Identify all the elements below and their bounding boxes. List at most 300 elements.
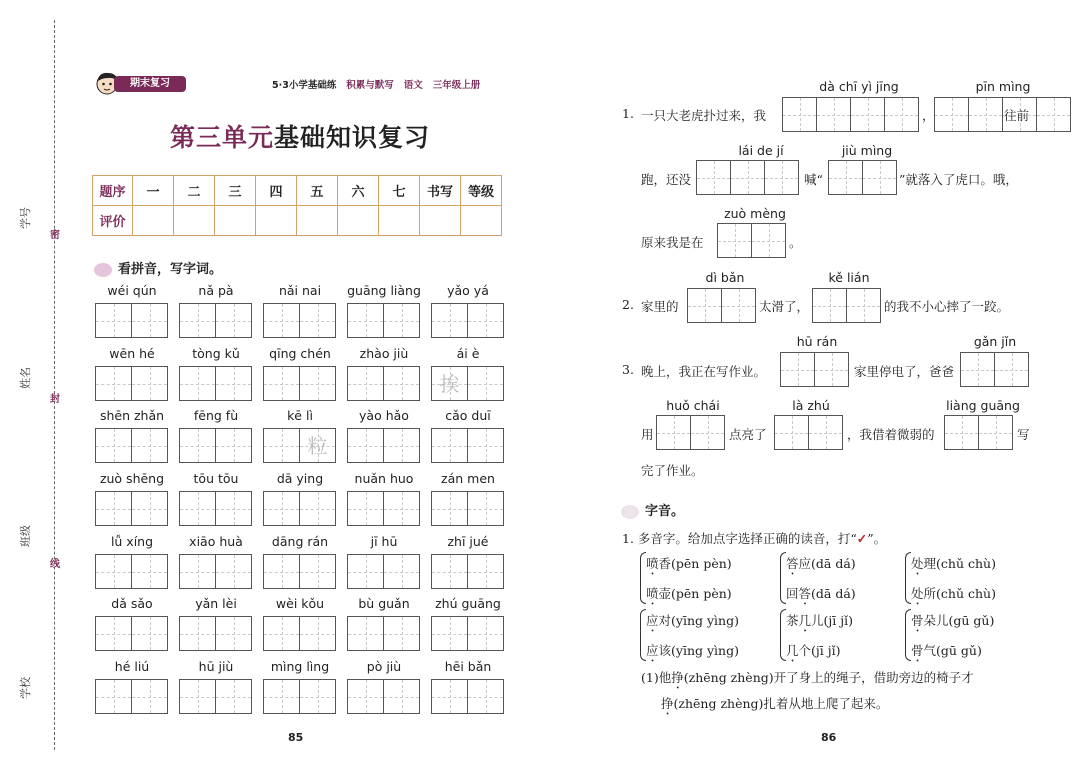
q1-box-c[interactable]: [696, 160, 799, 195]
q3-text-f: 写: [1017, 427, 1030, 442]
polyphone-dotted-char: 处: [911, 586, 924, 601]
q3-text-b: 家里停电了，爸爸: [854, 364, 955, 379]
char-box-pair: [263, 428, 336, 463]
q1-pinyin-c: lái de jí: [738, 143, 784, 158]
char-box[interactable]: [299, 616, 336, 651]
char-box[interactable]: [780, 352, 815, 387]
pinyin-label: zhú guāng: [435, 596, 501, 611]
char-box[interactable]: [828, 160, 863, 195]
polyphone-prefix: 茶: [786, 613, 799, 628]
char-box[interactable]: [215, 554, 252, 589]
poly-sentence-a-dot: 挣: [671, 670, 684, 685]
q1-number: 1.: [622, 106, 634, 121]
q1-box-d[interactable]: [828, 160, 897, 195]
char-box[interactable]: [850, 97, 885, 132]
char-box-pair: [95, 679, 168, 714]
char-box-pair: [179, 303, 252, 338]
section-heading-pronunciation: [621, 500, 684, 519]
char-box[interactable]: [960, 352, 995, 387]
pinyin-label: fēng fù: [193, 408, 239, 423]
char-box[interactable]: [263, 366, 300, 401]
right-page: [545, 0, 1080, 764]
polyphone-dotted-char: 答: [798, 586, 812, 601]
polyphone-item[interactable]: [646, 554, 732, 578]
badge-label: 期末复习: [114, 76, 186, 92]
char-box[interactable]: [95, 554, 132, 589]
char-box[interactable]: [263, 491, 300, 526]
char-box[interactable]: [467, 491, 504, 526]
q1-pinyin-f: zuò mèng: [724, 206, 786, 221]
pinyin-label: nuǎn huo: [354, 471, 414, 486]
poly-instruction-a: 1. 多音字。给加点字选择正确的读音，打“: [622, 531, 857, 546]
review-badge: [94, 70, 188, 96]
score-header-cell: 三: [215, 176, 256, 206]
pinyin-label: xiāo huà: [189, 534, 243, 549]
char-box[interactable]: [383, 428, 420, 463]
char-box-pair: [431, 428, 504, 463]
char-box[interactable]: [179, 428, 216, 463]
poly-instruction: [622, 529, 886, 547]
class-label: 班级: [19, 525, 32, 547]
pinyin-label: shēn zhǎn: [99, 408, 165, 423]
char-box-pair: [95, 366, 168, 401]
score-header-cell: 四: [256, 176, 297, 206]
eval-cell[interactable]: [420, 206, 461, 236]
q3-text-a: 晚上，我正在写作业。: [641, 364, 767, 379]
q3-box-d[interactable]: [774, 415, 843, 450]
char-box[interactable]: [431, 616, 468, 651]
pinyin-label: wēn hé: [109, 346, 155, 361]
char-box[interactable]: [263, 616, 300, 651]
char-box[interactable]: [774, 415, 809, 450]
char-box[interactable]: [431, 554, 468, 589]
q3-pinyin-d: là zhú: [792, 398, 830, 413]
pinyin-label: ái è: [456, 346, 480, 361]
char-box[interactable]: [814, 352, 849, 387]
pinyin-label: hēi bǎn: [444, 659, 492, 674]
q3-box-a[interactable]: [780, 352, 849, 387]
pinyin-label: yǎo yá: [447, 283, 489, 298]
char-box[interactable]: [131, 554, 168, 589]
eval-cell[interactable]: [297, 206, 338, 236]
seal-word-mi: 密: [50, 230, 60, 241]
char-box[interactable]: [467, 554, 504, 589]
q2-text-a: 家里的: [641, 299, 679, 314]
char-box[interactable]: [299, 303, 336, 338]
pinyin-label: cǎo duī: [445, 408, 491, 423]
q1-pinyin-a: dà chī yì jīng: [819, 79, 899, 94]
score-header-cell: 七: [379, 176, 420, 206]
char-box-pair: [431, 554, 504, 589]
char-box[interactable]: [95, 366, 132, 401]
char-box[interactable]: [131, 366, 168, 401]
char-box[interactable]: [730, 160, 765, 195]
char-box[interactable]: [131, 616, 168, 651]
char-box-pair: [179, 366, 252, 401]
series-subject: 语文: [403, 80, 423, 91]
char-box-pair: [347, 679, 420, 714]
q1-box-a[interactable]: [782, 97, 919, 132]
q1-comma: ，: [922, 108, 935, 123]
q3-number: 3.: [622, 362, 634, 377]
polyphone-prefix: 回: [786, 586, 799, 601]
char-box[interactable]: [95, 679, 132, 714]
polyphone-options: 该(yīng yìng): [658, 643, 739, 658]
char-box-pair: [347, 491, 420, 526]
polyphone-dotted-char: 骨: [911, 643, 924, 658]
char-box[interactable]: [467, 428, 504, 463]
char-box[interactable]: [95, 303, 132, 338]
char-box-pair: [347, 428, 420, 463]
unit-title-part1: 第三单元: [170, 123, 275, 152]
q1-box-f[interactable]: [717, 223, 786, 258]
section-heading-pinyin: [94, 258, 222, 277]
polyphone-item[interactable]: [786, 641, 841, 665]
char-box[interactable]: [782, 97, 817, 132]
polyphone-options: 应(dā dá): [798, 556, 856, 571]
char-box[interactable]: [347, 554, 384, 589]
q3-pinyin-c: huǒ chái: [666, 398, 720, 413]
char-box[interactable]: [1036, 97, 1071, 132]
eval-cell[interactable]: [256, 206, 297, 236]
char-box[interactable]: [299, 428, 336, 463]
polyphone-item[interactable]: [911, 584, 996, 608]
q1-text-g: 。: [789, 235, 802, 250]
binding-dashed-line: [54, 20, 55, 750]
char-box[interactable]: [179, 679, 216, 714]
char-box[interactable]: [812, 288, 847, 323]
char-box[interactable]: [994, 352, 1029, 387]
char-box[interactable]: [263, 679, 300, 714]
unit-title: [170, 118, 430, 154]
char-box[interactable]: [978, 415, 1013, 450]
char-box-pair: [179, 554, 252, 589]
char-box-pair: [431, 491, 504, 526]
section-bullet-icon: [94, 263, 112, 277]
unit-title-part2: 基础知识复习: [274, 123, 431, 152]
char-box-pair: [95, 554, 168, 589]
pinyin-label: kē lì: [287, 408, 313, 423]
char-box[interactable]: [179, 491, 216, 526]
q3-box-c[interactable]: [656, 415, 725, 450]
char-box[interactable]: [431, 491, 468, 526]
polyphone-item[interactable]: [786, 554, 856, 578]
char-box[interactable]: [299, 554, 336, 589]
pinyin-label: zán men: [441, 471, 495, 486]
q1-text-f: 原来我是在: [641, 235, 704, 250]
polyphone-options: 所(chǔ chù): [923, 586, 996, 601]
char-box[interactable]: [751, 223, 786, 258]
char-box-pair: [179, 616, 252, 651]
score-table-header-row: [93, 176, 502, 206]
char-box-pair: [263, 554, 336, 589]
eval-cell[interactable]: [215, 206, 256, 236]
section-heading-text: 看拼音，写字词。: [118, 262, 223, 277]
polyphone-options: 对(yīng yìng): [658, 613, 739, 628]
polyphone-dotted-char: 几: [786, 643, 799, 658]
pinyin-label: jī hū: [370, 534, 398, 549]
score-header-cell: 等级: [461, 176, 502, 206]
char-box[interactable]: [215, 303, 252, 338]
q3-text-e: ，我借着微弱的: [847, 427, 935, 442]
seal-word-xian: 线: [50, 559, 60, 570]
pinyin-label: lǚ xíng: [110, 534, 154, 549]
q3-text-d: 点亮了: [729, 427, 767, 442]
school-label: 学校: [19, 677, 32, 699]
polyphone-dotted-char: 几: [798, 613, 812, 628]
char-box[interactable]: [656, 415, 691, 450]
q2-text-c: 的我不小心摔了一跤。: [884, 299, 1010, 314]
eval-cell[interactable]: [174, 206, 215, 236]
char-box-pair: [263, 303, 336, 338]
char-box[interactable]: [431, 428, 468, 463]
char-box[interactable]: [347, 366, 384, 401]
char-box-pair: [347, 366, 420, 401]
q1-pinyin-b: pīn mìng: [975, 79, 1031, 94]
q2-box-a[interactable]: [687, 288, 756, 323]
char-box[interactable]: [215, 366, 252, 401]
char-box-pair: [263, 366, 336, 401]
char-box[interactable]: [179, 366, 216, 401]
q2-text-b: 太滑了，: [759, 299, 810, 314]
polyphone-dotted-char: 应: [646, 613, 659, 628]
q3-pinyin-b: gǎn jǐn: [973, 334, 1017, 349]
char-box[interactable]: [131, 303, 168, 338]
char-box[interactable]: [721, 288, 756, 323]
char-box[interactable]: [383, 616, 420, 651]
q2-box-b[interactable]: [812, 288, 881, 323]
score-header-cell: 六: [338, 176, 379, 206]
polyphone-dotted-char: 喷: [646, 556, 659, 571]
char-box[interactable]: [131, 491, 168, 526]
q1-text-c: 跑，还没: [641, 172, 692, 187]
poly-sentence-a-pre: (1)他: [641, 670, 672, 685]
char-box[interactable]: [299, 366, 336, 401]
pinyin-label: tōu tōu: [193, 471, 239, 486]
polyphone-item[interactable]: [646, 584, 732, 608]
pinyin-label: wéi qún: [107, 283, 157, 298]
section-heading-text: 字音。: [645, 504, 685, 519]
char-box-pair: [347, 303, 420, 338]
char-box[interactable]: [687, 288, 722, 323]
char-box[interactable]: [299, 679, 336, 714]
polyphone-dotted-char: 骨: [911, 613, 924, 628]
eval-cell[interactable]: [338, 206, 379, 236]
q3-text-c: 用: [641, 427, 654, 442]
char-box[interactable]: [383, 366, 420, 401]
pinyin-label: bù guǎn: [358, 596, 410, 611]
char-box-pair: [263, 491, 336, 526]
q1-box-b[interactable]: [934, 97, 1071, 132]
char-box[interactable]: [215, 428, 252, 463]
char-box[interactable]: [846, 288, 881, 323]
pinyin-label: dāng rán: [271, 534, 329, 549]
trace-character: 挨: [439, 372, 460, 396]
char-box[interactable]: [383, 303, 420, 338]
page-number-left: 85: [288, 731, 304, 744]
char-box[interactable]: [764, 160, 799, 195]
char-box-pair: [179, 491, 252, 526]
pinyin-label: wèi kǒu: [275, 596, 325, 611]
polyphone-options: 朵儿(gū gǔ): [923, 613, 995, 628]
char-box[interactable]: [263, 303, 300, 338]
pinyin-label: pò jiù: [366, 659, 402, 674]
char-box-pair: [95, 491, 168, 526]
q3-box-b[interactable]: [960, 352, 1029, 387]
char-box[interactable]: [717, 223, 752, 258]
char-box[interactable]: [263, 428, 300, 463]
poly-instruction-b: ”。: [867, 531, 887, 546]
char-box[interactable]: [431, 303, 468, 338]
char-box[interactable]: [263, 554, 300, 589]
polyphone-options: 香(pēn pèn): [658, 556, 732, 571]
char-box[interactable]: [467, 303, 504, 338]
polyphone-item[interactable]: [786, 611, 853, 635]
polyphone-item[interactable]: [786, 584, 856, 608]
char-box-pair: [431, 679, 504, 714]
char-box[interactable]: [431, 366, 468, 401]
poly-sentence-a-post[interactable]: (zhēng zhèng)开了身上的绳子，借助旁边的椅子才: [683, 670, 974, 685]
series-header: [272, 77, 480, 91]
polyphone-options: 壶(pēn pèn): [658, 586, 732, 601]
char-box-pair: [179, 428, 252, 463]
char-box-pair: [95, 303, 168, 338]
pinyin-label: dǎ sǎo: [111, 596, 153, 611]
checkmark-icon: ✓: [856, 531, 868, 546]
char-box[interactable]: [383, 491, 420, 526]
seal-word-feng: 封: [50, 394, 60, 405]
char-box[interactable]: [944, 415, 979, 450]
score-table: [92, 175, 502, 236]
polyphone-options: 个(jī jǐ): [798, 643, 841, 658]
polyphone-item[interactable]: [911, 611, 994, 635]
char-box[interactable]: [467, 366, 504, 401]
q2-number: 2.: [622, 297, 634, 312]
char-box-pair: [263, 616, 336, 651]
char-box-pair: [179, 679, 252, 714]
eval-cell[interactable]: [379, 206, 420, 236]
char-box-pair: [95, 616, 168, 651]
char-box[interactable]: [179, 616, 216, 651]
char-box[interactable]: [934, 97, 969, 132]
pinyin-label: zhào jiù: [359, 346, 409, 361]
pinyin-label: dā ying: [276, 471, 324, 486]
char-box[interactable]: [347, 679, 384, 714]
polyphone-item[interactable]: [911, 554, 996, 578]
q3-pinyin-a: hū rán: [796, 334, 838, 349]
char-box[interactable]: [131, 428, 168, 463]
char-box[interactable]: [383, 679, 420, 714]
char-box[interactable]: [431, 679, 468, 714]
char-box-pair: [431, 616, 504, 651]
pinyin-label: hū jiù: [198, 659, 234, 674]
q1-text-e: ”就落入了虎口。哦，: [899, 172, 1018, 187]
q1-pinyin-d: jiù mìng: [841, 143, 893, 158]
char-box[interactable]: [131, 679, 168, 714]
score-header-cell: 二: [174, 176, 215, 206]
q3-box-e[interactable]: [944, 415, 1013, 450]
char-box[interactable]: [467, 616, 504, 651]
char-box[interactable]: [215, 491, 252, 526]
eval-cell[interactable]: [461, 206, 502, 236]
char-box-pair: [263, 679, 336, 714]
char-box[interactable]: [95, 491, 132, 526]
poly-sentence-b: [661, 694, 888, 718]
char-box-pair: [95, 428, 168, 463]
pinyin-label: nǎi nai: [278, 283, 322, 298]
char-box[interactable]: [347, 491, 384, 526]
char-box-pair: [347, 616, 420, 651]
pinyin-label: nǎ pà: [198, 283, 234, 298]
char-box[interactable]: [347, 616, 384, 651]
pinyin-label: tòng kǔ: [192, 346, 240, 361]
pinyin-label: qīng chén: [269, 346, 331, 361]
polyphone-dotted-char: 答: [786, 556, 799, 571]
char-box[interactable]: [467, 679, 504, 714]
series-grade: 三年级上册: [432, 80, 481, 91]
q3-pinyin-e: liàng guāng: [946, 398, 1020, 413]
char-box[interactable]: [690, 415, 725, 450]
char-box[interactable]: [862, 160, 897, 195]
section-bullet-icon: [621, 505, 639, 519]
char-box[interactable]: [179, 303, 216, 338]
pinyin-label: yào hǎo: [359, 408, 409, 423]
polyphone-item[interactable]: [646, 641, 739, 665]
char-box[interactable]: [347, 428, 384, 463]
polyphone-dotted-char: 处: [911, 556, 924, 571]
char-box[interactable]: [808, 415, 843, 450]
q1-text-a: 一只大老虎扑过来，我: [641, 108, 767, 123]
q2-pinyin-b: kě lián: [828, 270, 870, 285]
char-box[interactable]: [968, 97, 1003, 132]
polyphone-options: 理(chǔ chù): [923, 556, 996, 571]
char-box[interactable]: [179, 554, 216, 589]
polyphone-item[interactable]: [911, 641, 982, 665]
pinyin-label: mìng lìng: [270, 659, 330, 674]
series-code: 5·3小学基础练: [272, 80, 337, 91]
polyphone-options: 气(gū gǔ): [923, 643, 982, 658]
q2-pinyin-a: dì bǎn: [705, 270, 745, 285]
char-box[interactable]: [816, 97, 851, 132]
poly-sentence-b-post[interactable]: (zhēng zhèng)扎着从地上爬了起来。: [673, 696, 889, 711]
char-box[interactable]: [347, 303, 384, 338]
char-box[interactable]: [696, 160, 731, 195]
char-box[interactable]: [884, 97, 919, 132]
score-table-eval-row: [93, 206, 502, 236]
char-box[interactable]: [215, 679, 252, 714]
q1-text-b: 往前: [1004, 108, 1030, 123]
polyphone-item[interactable]: [646, 611, 739, 635]
char-box[interactable]: [95, 616, 132, 651]
score-header-cell: 题序: [93, 176, 133, 206]
polyphone-options: (dā dá): [811, 586, 856, 601]
char-box[interactable]: [383, 554, 420, 589]
series-book: 积累与默写: [346, 80, 394, 91]
char-box[interactable]: [299, 491, 336, 526]
eval-cell[interactable]: [133, 206, 174, 236]
char-box[interactable]: [215, 616, 252, 651]
pinyin-label: hé liú: [114, 659, 150, 674]
char-box[interactable]: [95, 428, 132, 463]
polyphone-options: 儿(jī jǐ): [811, 613, 854, 628]
q3-text-g: 完了作业。: [641, 463, 704, 478]
char-box-pair: [347, 554, 420, 589]
polyphone-dotted-char: 应: [646, 643, 659, 658]
poly-sentence-b-dot: 挣: [661, 696, 674, 711]
score-header-cell: 五: [297, 176, 338, 206]
pinyin-label: guāng liàng: [347, 283, 421, 298]
pinyin-label: zhī jué: [447, 534, 489, 549]
